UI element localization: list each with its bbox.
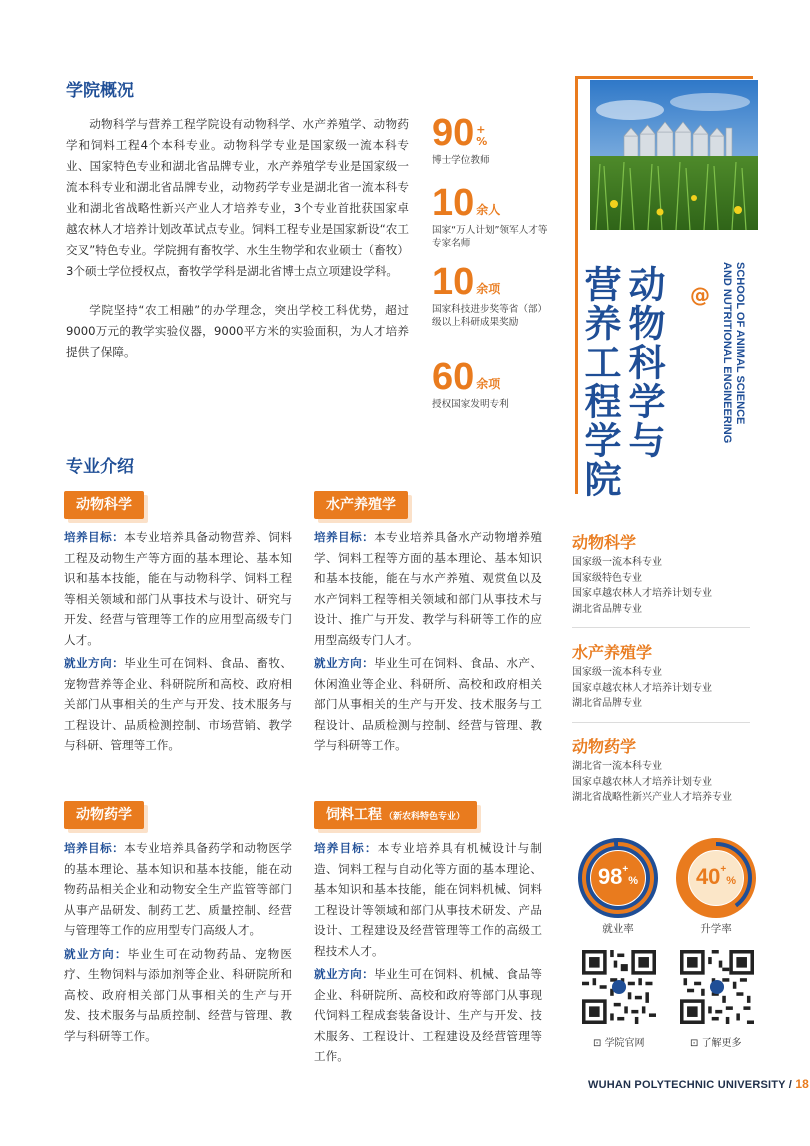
overview-paragraph-2: 学院坚持“农工相融”的办学理念，突出学校工科优势，超过9000万元的教学实验仪器，9000平方米的实验面积，为人才培养提供了保障。 xyxy=(66,303,409,359)
divider xyxy=(572,627,750,628)
stat-unit: 余人 xyxy=(476,203,501,217)
tag-note: （新农科特色专业） xyxy=(384,812,466,822)
stat-description: 博士学位教师 xyxy=(432,155,490,166)
goal-text: 本专业培养具有机械设计与制造、饲料工程与自动化等方面的基本理论、基本知识和基本技能，能在饲料机械、饲料工程设计等领域和部门从事技术研发、产品设计、工程建设及经营管理等工作的高级工程技术人才。 xyxy=(314,841,542,958)
major-animal-pharmacy-text xyxy=(64,838,292,1046)
major-career xyxy=(64,944,292,1047)
major-career xyxy=(314,653,542,756)
university-name: WUHAN POLYTECHNIC UNIVERSITY xyxy=(588,1079,786,1091)
farm-photo-illustration xyxy=(590,80,758,230)
honor-item: 国家级一流本科专业 xyxy=(572,557,662,568)
stat-percent: % xyxy=(476,135,488,148)
career-text: 毕业生可在饲料、食品、水产、休闲渔业等企业、科研所、高校和政府相关部门从事相关的生产与开发、技术服务与工程设计、品质检测与控制、经营与管理、教学与科研等工作。 xyxy=(314,656,542,752)
goal-label: 培养目标： xyxy=(64,530,125,544)
honor-item: 国家卓越农林人才培养计划专业 xyxy=(572,776,712,788)
goal-text: 本专业培养具备动物营养、饲料工程及动物生产等方面的基本理论、基本知识和基本技能，能在与动物科学、饲料工程等相关领域和部门从事技术与设计、研究与开发、经营与管理等工作的应用型高级专门人才。 xyxy=(64,530,292,647)
major-goal xyxy=(314,838,542,961)
honor-item: 国家级一流本科专业 xyxy=(572,667,662,678)
qr-logo xyxy=(612,980,626,994)
majors-title: 专业介绍 xyxy=(66,457,134,477)
stat-experts xyxy=(432,184,550,250)
honor-list-animal-pharmacy xyxy=(572,759,732,806)
goal-text: 本专业培养具备药学和动物医学的基本理论、基本知识和基本技能，能在动物药品相关企业和动物安全生产监管等部门从事产品研发、制药工艺、质量控制、经营与管理等工作的应用型专门高级人才。 xyxy=(64,841,292,937)
major-career xyxy=(314,964,542,1067)
major-tag-animal-pharmacy: 动物药学 xyxy=(64,801,144,829)
stat-patents xyxy=(432,358,550,411)
major-tag-animal-science: 动物科学 xyxy=(64,491,144,519)
goal-text: 本专业培养具备水产动物增养殖学、饲料工程等方面的基本理论、基本知识和基本技能，能在与水产养殖、观赏鱼以及水产饲料工程等相关领域和部门从事技术与设计、推广与开发、教学与科研等工作的应用型高级专门人才。 xyxy=(314,530,542,647)
career-label: 就业方向： xyxy=(64,656,125,670)
college-title-line2: 营养工程学院 xyxy=(578,265,621,499)
employment-rate-value xyxy=(578,864,658,890)
career-label: 就业方向： xyxy=(64,946,128,961)
stat-description: 授权国家发明专利 xyxy=(432,399,509,410)
major-animal-science-text xyxy=(64,527,292,756)
honor-list-animal-science xyxy=(572,555,712,617)
career-label: 就业方向： xyxy=(314,656,375,670)
college-english-name xyxy=(720,262,746,443)
honor-item: 湖北省品牌专业 xyxy=(572,698,642,709)
career-text: 毕业生可在动物药品、宠物医疗、生物饲料与添加剂等企业、科研院所和高校、政府相关部门从事相关的生产与开发、技术服务与品质控制、经营与管理、教学与科研等工作。 xyxy=(64,946,292,1043)
goal-label: 培养目标： xyxy=(314,841,378,855)
qr-caption-more-info xyxy=(690,1034,742,1049)
stat-description: 国家科技进步奖等省（部）级以上科研成果奖励 xyxy=(432,304,548,328)
qr-label: 学院官网 xyxy=(604,1038,645,1049)
employment-rate-label: 就业率 xyxy=(602,923,634,935)
qr-code-website[interactable] xyxy=(582,950,656,1024)
overview-title: 学院概况 xyxy=(66,81,134,101)
honor-item: 湖北省一流本科专业 xyxy=(572,761,662,772)
honor-item: 国家卓越农林人才培养计划专业 xyxy=(572,682,712,694)
rate-plus: + xyxy=(720,864,727,875)
stat-number: 90 xyxy=(432,112,475,154)
rate-percent: % xyxy=(628,875,639,887)
page-number: 18 xyxy=(795,1077,810,1091)
page-footer xyxy=(588,1077,809,1091)
honor-list-aquaculture xyxy=(572,665,712,712)
honor-item: 湖北省品牌专业 xyxy=(572,603,642,615)
college-english-line2: AND NUTRITIONAL ENGINEERING xyxy=(721,262,733,444)
scan-icon: ⊡ xyxy=(593,1038,605,1049)
stat-awards xyxy=(432,263,550,329)
rate-number: 40 xyxy=(695,864,721,889)
goal-label: 培养目标： xyxy=(64,841,125,855)
honor-title-animal-science: 动物科学 xyxy=(572,533,637,552)
college-english-line1: SCHOOL OF ANIMAL SCIENCE xyxy=(734,262,746,425)
tag-name: 饲料工程 xyxy=(326,807,382,823)
rate-percent: % xyxy=(726,875,737,887)
farm-photo xyxy=(590,80,758,230)
major-feed-engineering-text xyxy=(314,838,542,1067)
career-label: 就业方向： xyxy=(314,967,375,981)
qr-label: 了解更多 xyxy=(701,1038,742,1049)
qr-logo xyxy=(710,980,724,994)
divider xyxy=(572,722,750,723)
career-text: 毕业生可在饲料、食品、畜牧、宠物营养等企业、科研院所和高校、政府相关部门从事相关的生产与开发、技术服务与工程设计、品质检测控制、市场营销、教学与科研、管理等工作。 xyxy=(64,656,292,752)
major-tag-feed-engineering xyxy=(314,801,477,829)
stat-number: 10 xyxy=(432,182,475,224)
major-goal xyxy=(314,527,542,650)
honor-title-aquaculture: 水产养殖学 xyxy=(572,643,653,662)
honor-item: 国家级特色专业 xyxy=(572,572,642,584)
stat-phd-teachers xyxy=(432,114,542,167)
major-goal xyxy=(64,838,292,941)
major-goal xyxy=(64,527,292,650)
major-career xyxy=(64,653,292,756)
qr-code-more-info[interactable] xyxy=(680,950,754,1024)
further-study-rate-value xyxy=(676,864,756,890)
at-symbol-icon: @ xyxy=(690,283,710,307)
major-tag-aquaculture: 水产养殖学 xyxy=(314,491,408,519)
stat-plus: + xyxy=(476,123,486,136)
honor-item: 湖北省战略性新兴产业人才培养专业 xyxy=(572,792,732,803)
major-aquaculture-text xyxy=(314,527,542,756)
goal-label: 培养目标： xyxy=(314,530,375,544)
rate-number: 98 xyxy=(597,864,623,889)
stat-unit: 余项 xyxy=(476,377,501,391)
honor-item: 国家卓越农林人才培养计划专业 xyxy=(572,588,712,599)
college-title-line1: 动物科学与 xyxy=(622,265,665,460)
qr-caption-website xyxy=(593,1034,645,1049)
stat-number: 10 xyxy=(432,261,475,303)
rate-plus: + xyxy=(622,864,629,875)
further-study-rate-label: 升学率 xyxy=(700,923,732,935)
footer-separator: / xyxy=(788,1079,793,1091)
stat-description: 国家“万人计划”领军人才等专家名师 xyxy=(432,225,548,249)
stat-unit: 余项 xyxy=(476,282,501,296)
overview-paragraph-1: 动物科学与营养工程学院设有动物科学、水产养殖学、动物药学和饲料工程4个本科专业。动物科学专业是国家级一流本科专业、国家特色专业和湖北省品牌专业，水产养殖学专业是国家级一流本科专业和湖北省品牌专业，动物药学专业是湖北省一流本科专业和湖北省战略性新兴产业人才培养专业，3个专业首批获国家卓越农林人才培养计划改革试点专业。饲料工程专业是国家新设“农工交叉”特色专业。学院拥有畜牧学、水生生物学和农业硕士（畜牧）3个硕士学位授权点，畜牧学学科是湖北省博士点立项建设学科。 xyxy=(66,117,409,278)
stat-number: 60 xyxy=(432,356,475,398)
scan-icon: ⊡ xyxy=(690,1038,702,1049)
career-text: 毕业生可在饲料、机械、食品等企业、科研院所、高校和政府等部门从事现代饲料工程成套装备设计、生产与开发、技术服务、工程设计、工程建设及经营管理等工作。 xyxy=(314,967,542,1063)
honor-title-animal-pharmacy: 动物药学 xyxy=(572,737,637,756)
